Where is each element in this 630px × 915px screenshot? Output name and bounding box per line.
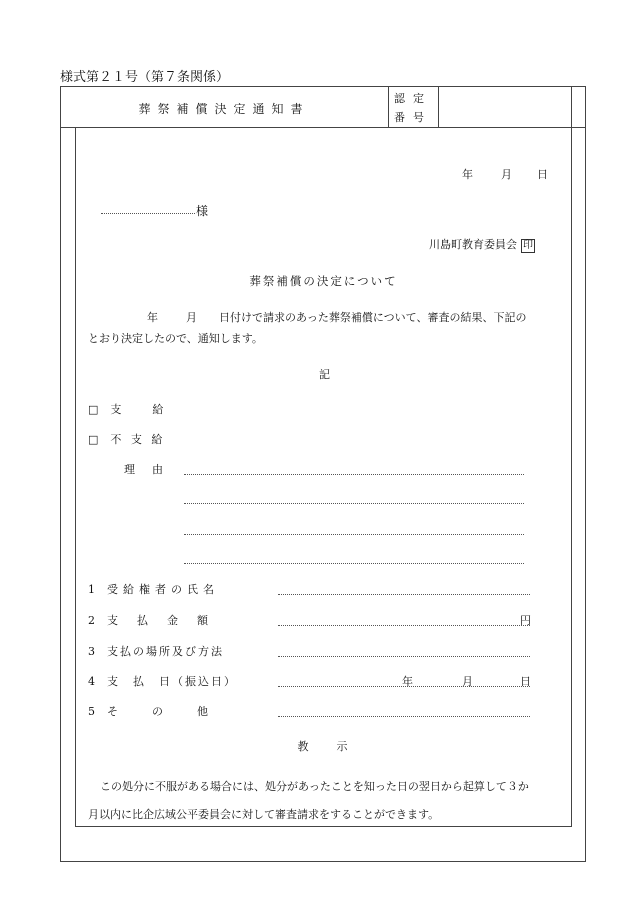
reason-line-1[interactable] — [184, 474, 524, 475]
ki-heading: 記 — [319, 368, 330, 381]
item-label: 受給権者の氏名 — [107, 583, 219, 596]
item-1 — [88, 581, 219, 597]
item-2-line[interactable] — [278, 625, 530, 626]
body-line2: とおり決定したので、通知します。 — [88, 332, 263, 345]
reason-line-3[interactable] — [184, 534, 524, 535]
reason-line-4[interactable] — [184, 563, 524, 564]
item-5-line[interactable] — [278, 716, 530, 717]
yen-unit: 円 — [520, 614, 531, 627]
form-number: 様式第２１号（第７条関係） — [60, 70, 230, 85]
item-5 — [88, 703, 212, 719]
item-number: 4 — [88, 675, 95, 688]
checkbox-glyph[interactable]: □ — [88, 403, 99, 416]
body-month: 月 — [186, 311, 197, 324]
issuer-name: 川島町教育委員会 — [429, 238, 517, 251]
body-line1: 日付けで請求のあった葬祭補償について、審査の結果、下記の — [219, 311, 527, 324]
checkbox-nopay-label: 不 支 給 — [110, 433, 166, 446]
date-day: 日 — [537, 168, 548, 181]
subject-title: 葬祭補償の決定について — [249, 274, 398, 288]
item-number: 2 — [88, 614, 95, 627]
seal-mark: 印 — [523, 240, 533, 251]
cert-label-top: 認定 — [394, 92, 432, 105]
item-3-line[interactable] — [278, 656, 530, 657]
item-1-line[interactable] — [278, 594, 530, 595]
checkbox-glyph[interactable]: □ — [88, 433, 99, 446]
date-month: 月 — [501, 168, 512, 181]
body-year: 年 — [147, 311, 158, 324]
recipient-honorific: 様 — [196, 204, 209, 218]
reason-label: 理 由 — [124, 463, 166, 476]
item-number: 5 — [88, 705, 95, 718]
checkbox-pay[interactable] — [88, 401, 166, 417]
notice-line-2: 月以内に比企広域公平委員会に対して審査請求をすることができます。 — [88, 808, 440, 821]
item-label: 支 払 金 額 — [107, 614, 212, 627]
item-number: 1 — [88, 583, 95, 596]
reason-line-2[interactable] — [184, 503, 524, 504]
item-label: 支 払 日（振込日） — [107, 675, 237, 688]
date-year: 年 — [462, 168, 473, 181]
notice-line-1: この処分に不服がある場合には、処分があったことを知った日の翌日から起算して３か — [100, 780, 529, 793]
document-title: 葬祭補償決定通知書 — [138, 102, 310, 116]
issuer-line — [429, 236, 535, 253]
item-3 — [88, 643, 224, 659]
notice-title: 教 示 — [297, 740, 350, 753]
pay-year-unit: 年 — [402, 675, 413, 688]
item-label: 支払の場所及び方法 — [107, 645, 224, 658]
cert-label-bottom: 番号 — [394, 111, 432, 124]
pay-day-unit: 日 — [520, 675, 531, 688]
checkbox-pay-label: 支 給 — [110, 403, 167, 416]
certification-divider — [438, 86, 439, 128]
checkbox-nopay[interactable] — [88, 431, 165, 447]
recipient-name-line[interactable] — [101, 213, 195, 214]
item-2 — [88, 612, 212, 628]
item-label: そ の 他 — [107, 705, 212, 718]
inner-frame — [75, 127, 572, 827]
item-4 — [88, 673, 237, 689]
pay-month-unit: 月 — [462, 675, 473, 688]
item-number: 3 — [88, 645, 95, 658]
